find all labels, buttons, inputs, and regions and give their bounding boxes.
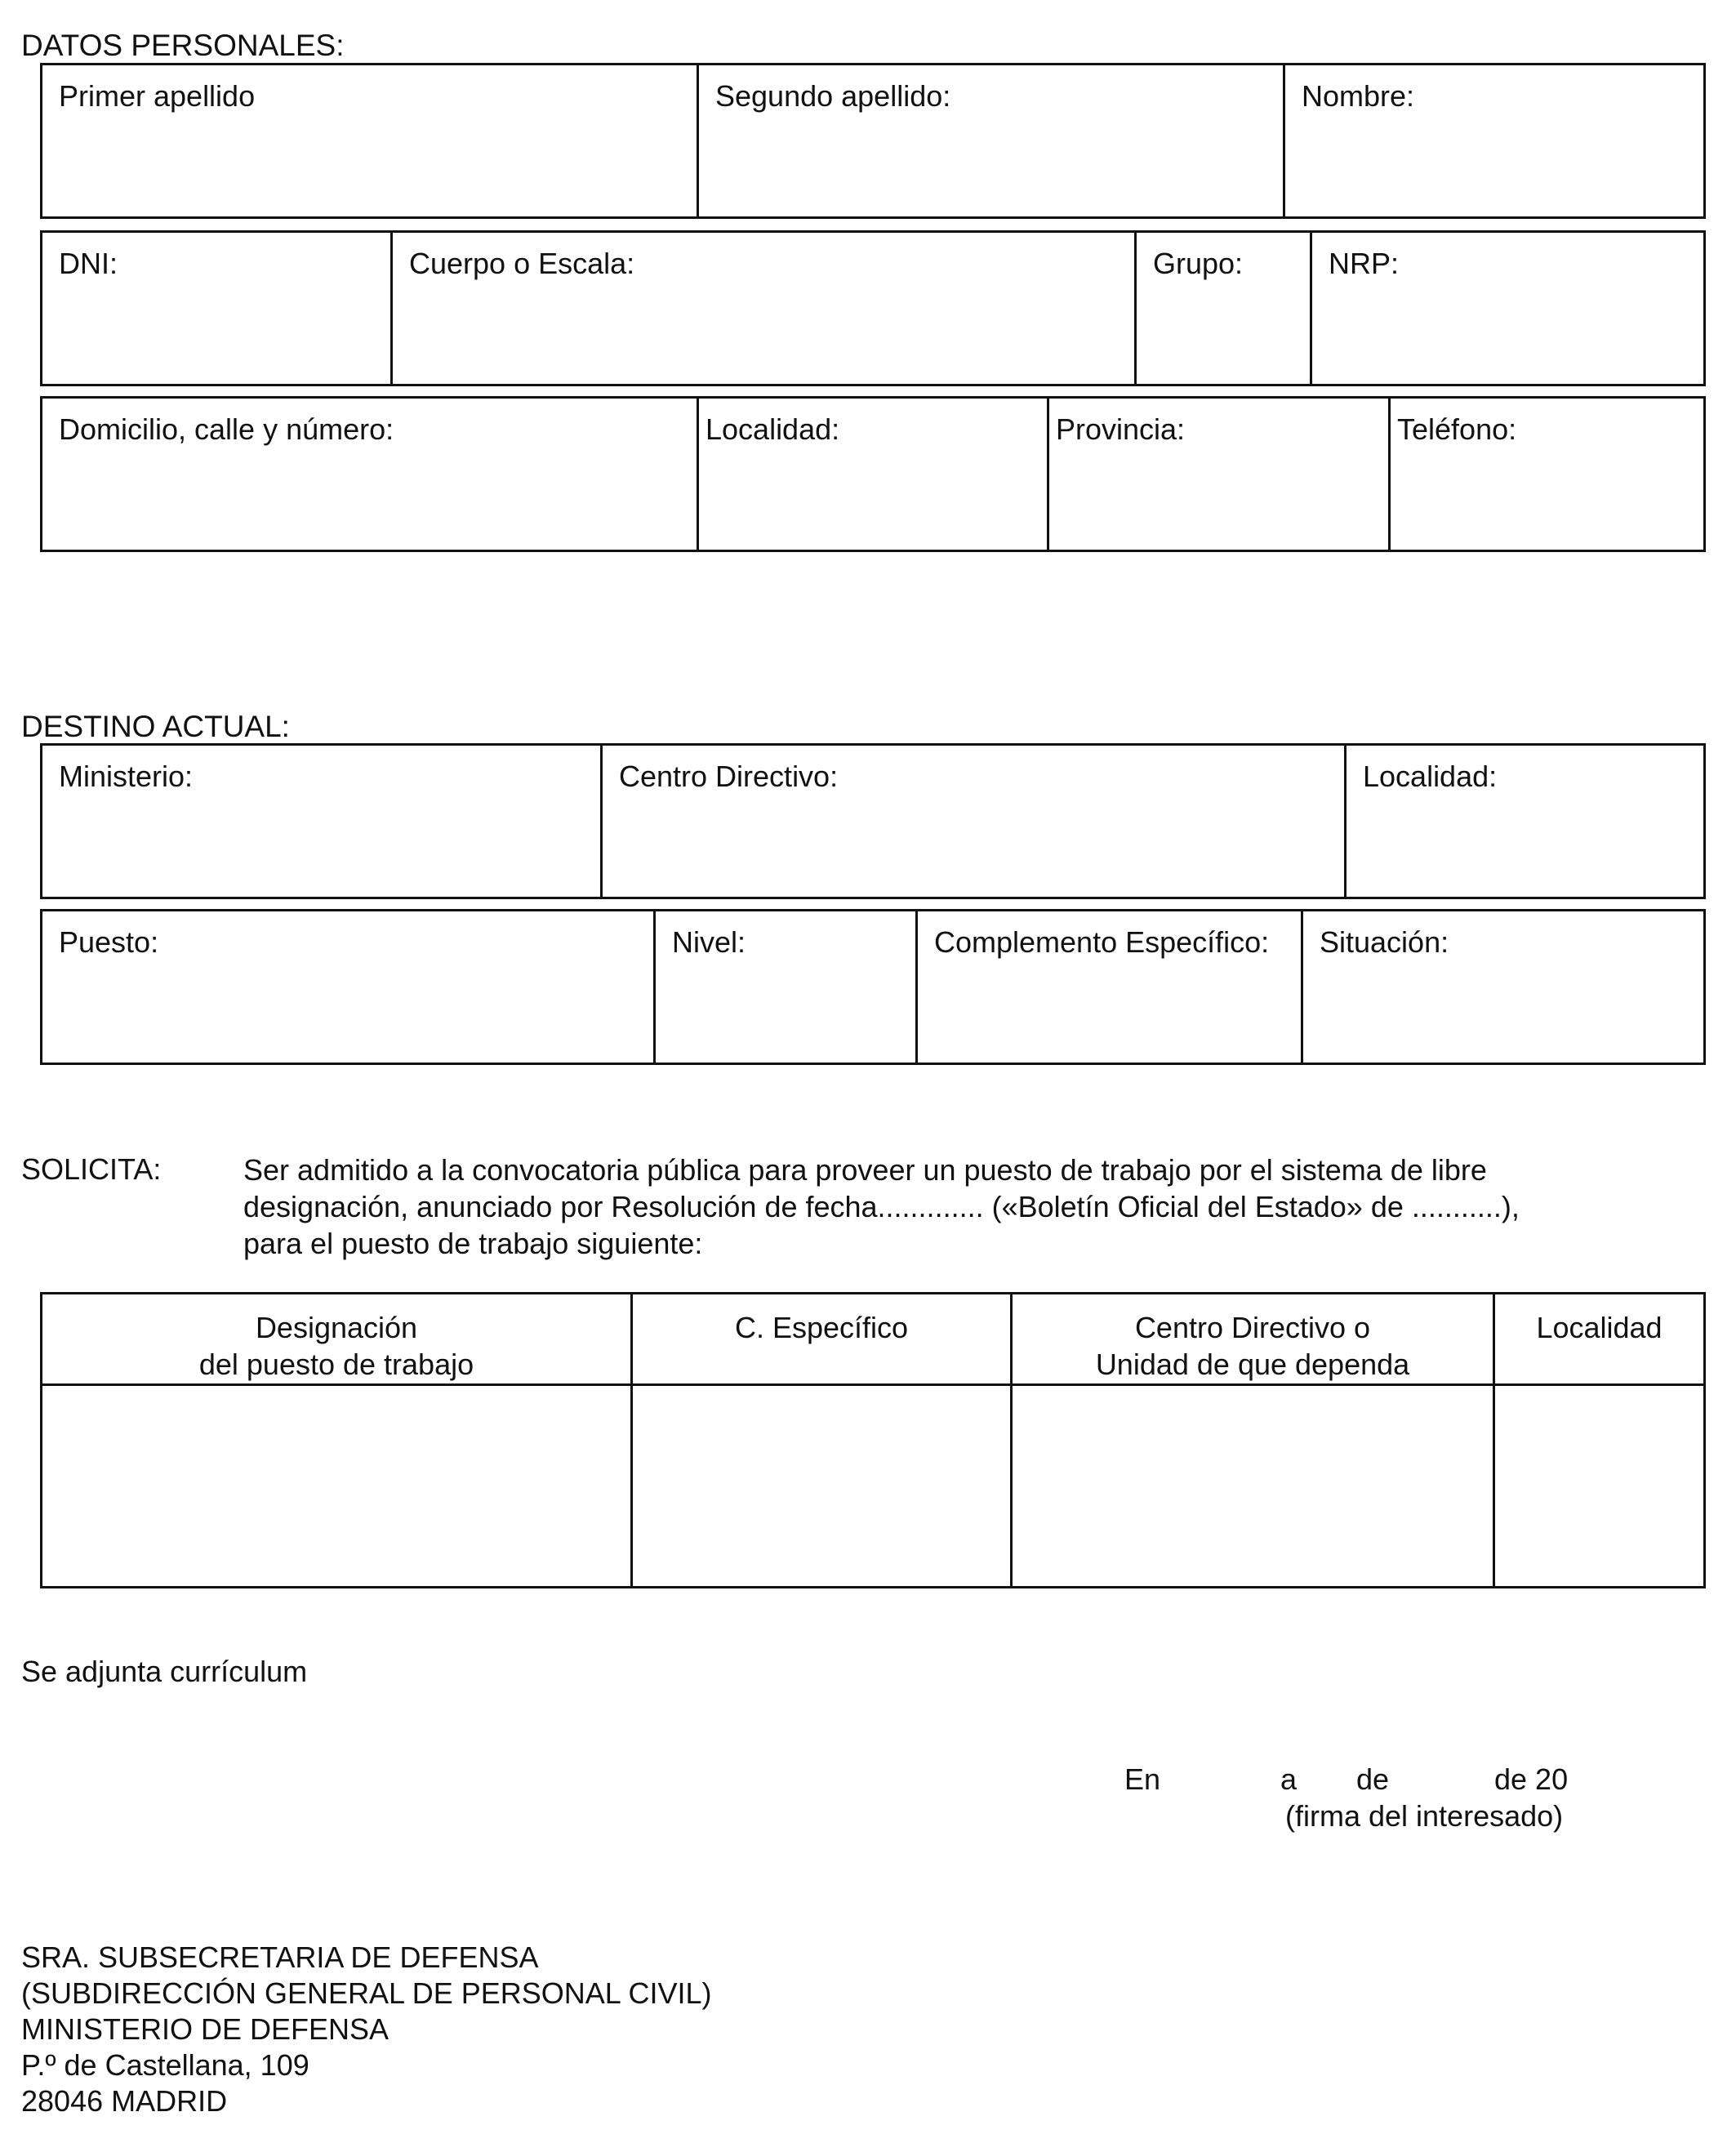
localidad-cell[interactable] [1494, 1385, 1705, 1588]
solicita-line-2: designación, anunciado por Resolución de fecha............. («Boletín Oficial del Estado» de ...........), [243, 1190, 1520, 1223]
telefono-field[interactable]: Teléfono: [1390, 398, 1705, 551]
provincia-field[interactable]: Provincia: [1048, 398, 1390, 551]
centro-directivo-field[interactable]: Centro Directivo: [602, 745, 1346, 898]
header-centro-directivo: Centro Directivo o Unidad de que dependa [1012, 1294, 1494, 1385]
solicita-label: SOLICITA: [21, 1152, 162, 1186]
situacion-field[interactable]: Situación: [1302, 911, 1705, 1064]
firma-interesado: (firma del interesado) [1285, 1799, 1564, 1833]
fecha-en: En [1124, 1762, 1161, 1796]
destino-actual-heading: DESTINO ACTUAL: [21, 710, 290, 743]
fecha-de-1: de [1356, 1762, 1390, 1796]
address-line-1: SRA. SUBSECRETARIA DE DEFENSA [21, 1940, 539, 1974]
fecha-de-2: de 20 [1494, 1762, 1569, 1796]
ministerio-field[interactable]: Ministerio: [42, 745, 602, 898]
solicita-line-3: para el puesto de trabajo siguiente: [243, 1227, 703, 1260]
fecha-a: a [1280, 1762, 1298, 1796]
puesto-table [40, 1292, 1706, 1588]
destino-localidad-field[interactable]: Localidad: [1346, 745, 1705, 898]
solicita-line-1: Ser admitido a la convocatoria pública para proveer un puesto de trabajo por el sistema de libre [243, 1153, 1487, 1187]
datos-personales-table-row2 [40, 230, 1706, 386]
header-designacion: Designación del puesto de trabajo [42, 1294, 632, 1385]
address-line-2: (SUBDIRECCIÓN GENERAL DE PERSONAL CIVIL) [21, 1976, 712, 2010]
destino-actual-table-row2 [40, 909, 1706, 1065]
localidad-field[interactable]: Localidad: [698, 398, 1048, 551]
address-line-3: MINISTERIO DE DEFENSA [21, 2012, 389, 2046]
c-especifico-cell[interactable] [632, 1385, 1012, 1588]
address-line-4: P.º de Castellana, 109 [21, 2048, 309, 2082]
cuerpo-escala-field[interactable]: Cuerpo o Escala: [392, 232, 1136, 385]
segundo-apellido-field[interactable]: Segundo apellido: [698, 65, 1284, 218]
datos-personales-table-row3 [40, 396, 1706, 552]
datos-personales-heading: DATOS PERSONALES: [21, 29, 345, 62]
complemento-especifico-field[interactable]: Complemento Específico: [917, 911, 1302, 1064]
grupo-field[interactable]: Grupo: [1136, 232, 1311, 385]
designacion-cell[interactable] [42, 1385, 632, 1588]
destino-actual-table [40, 743, 1706, 899]
domicilio-field[interactable]: Domicilio, calle y número: [42, 398, 698, 551]
header-c-especifico: C. Específico [632, 1294, 1012, 1385]
puesto-field[interactable]: Puesto: [42, 911, 655, 1064]
datos-personales-table [40, 63, 1706, 219]
nombre-field[interactable]: Nombre: [1284, 65, 1705, 218]
primer-apellido-field[interactable]: Primer apellido [42, 65, 698, 218]
adjunta-curriculum: Se adjunta currículum [21, 1655, 308, 1688]
address-line-5: 28046 MADRID [21, 2084, 228, 2118]
address-block [21, 1940, 712, 2119]
nivel-field[interactable]: Nivel: [655, 911, 917, 1064]
header-localidad: Localidad [1494, 1294, 1705, 1385]
dni-field[interactable]: DNI: [42, 232, 392, 385]
centro-directivo-cell[interactable] [1012, 1385, 1494, 1588]
nrp-field[interactable]: NRP: [1311, 232, 1705, 385]
solicita-text [243, 1152, 1569, 1262]
